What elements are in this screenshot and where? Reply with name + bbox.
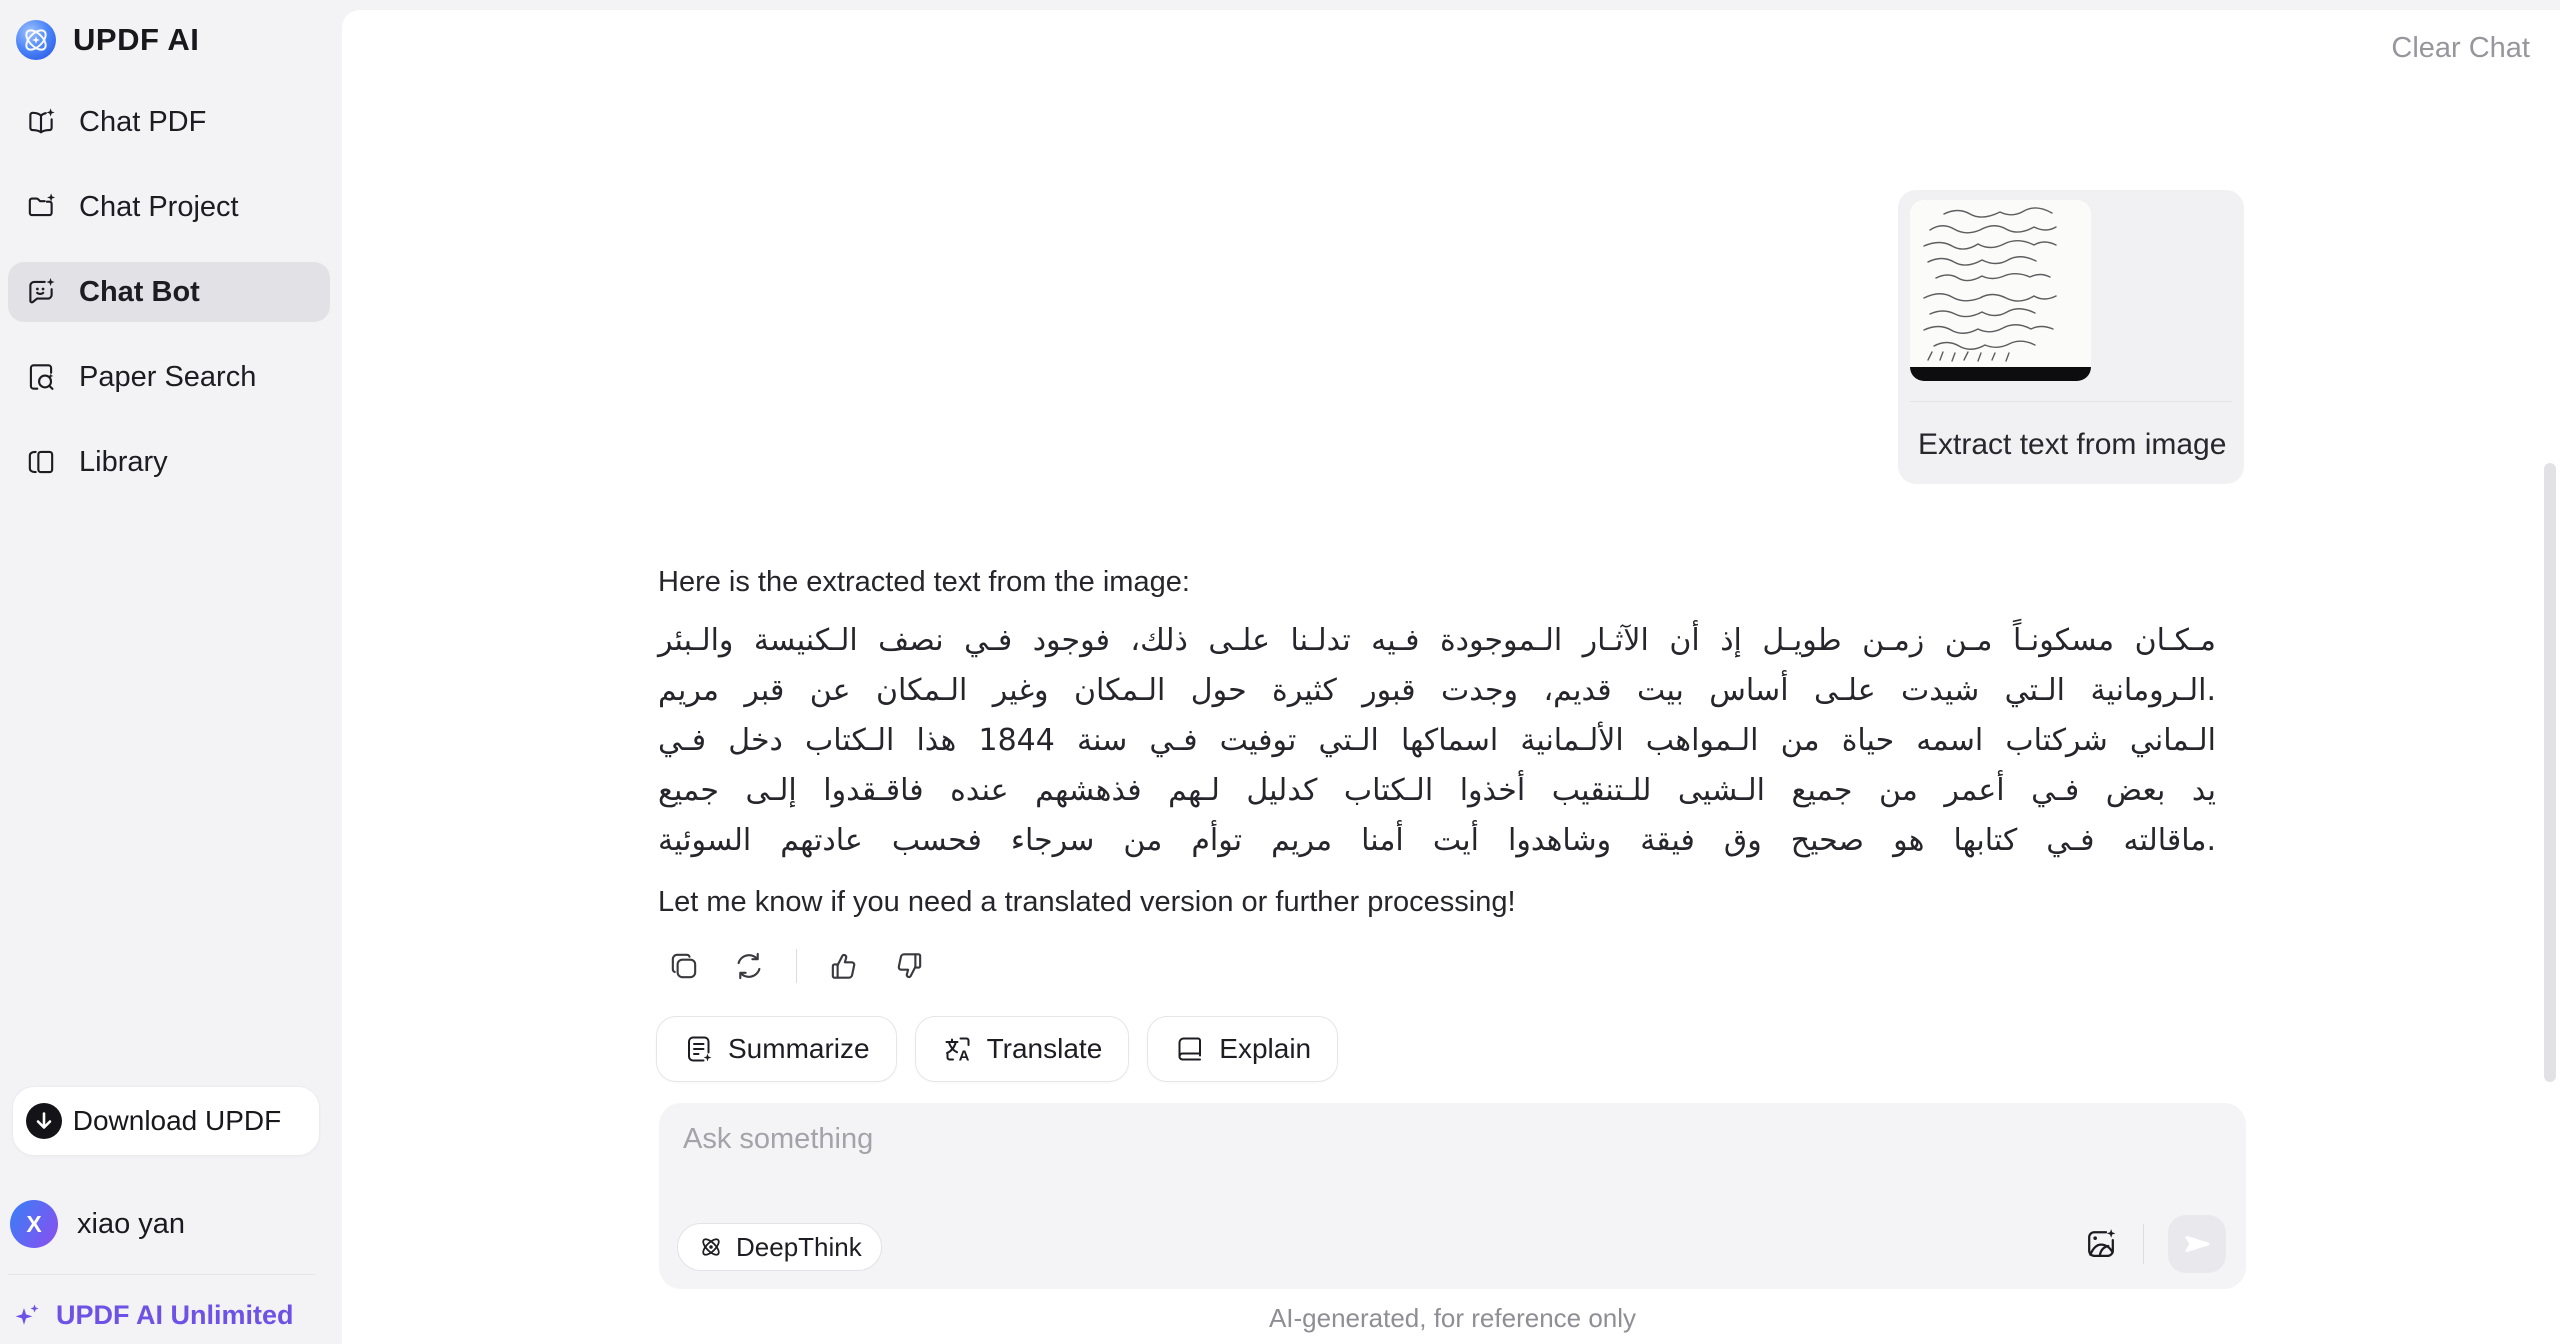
svg-text:A: A [958,1047,970,1065]
thumbs-down-icon [892,949,926,983]
translate-button[interactable] [915,1016,1130,1082]
user-account[interactable] [10,1200,185,1248]
avatar: X [10,1200,58,1248]
sidebar-item-chat-project[interactable] [8,177,330,237]
translate-label: Translate [986,1033,1103,1064]
explain-label: Explain [1219,1033,1312,1064]
library-icon [24,445,58,479]
copy-icon [667,949,701,983]
deepthink-label: DeepThink [736,1231,862,1262]
answer-intro-text: Here is the extracted text from the image: [658,566,1190,598]
sidebar-divider [8,1274,316,1275]
image-with-sparkle-icon [2083,1226,2119,1262]
composer [659,1103,2246,1289]
summarize-icon [683,1033,715,1065]
extracted-arabic-text [658,616,2216,866]
plan-link[interactable] [13,1300,294,1331]
composer-divider [2143,1224,2144,1264]
arabic-line: الـماني شركتاب اسمه حياة من الـمواهب الألـمانية اسماكها الـتي توفيت فـي سنة 1844 هذا الـكتاب دخل فـي [658,723,2216,758]
send-button[interactable] [2168,1215,2226,1273]
regenerate-button[interactable] [731,948,767,984]
image-upload-button[interactable] [2083,1226,2119,1262]
message-card-divider [1910,401,2232,402]
chat-pdf-icon [24,105,58,139]
arabic-line: يد بعض فـي أعمر من جميع الـشيى للـتنقيب أخذوا الـكتاب كدليل لـهم فذهشهم عنده فاقـقدوا إلـى جميع [658,773,2216,808]
sidebar-item-label: Chat PDF [79,105,207,138]
thumbs-up-icon [827,949,861,983]
composer-actions [2083,1215,2226,1273]
download-circle-icon [25,1102,63,1140]
tools-divider [796,949,797,983]
sidebar-item-library[interactable] [8,432,330,492]
scrollbar-thumb[interactable] [2544,463,2556,1082]
app-logo [16,20,199,60]
sidebar-item-label: Chat Bot [79,275,200,308]
thumbs-up-button[interactable] [826,948,862,984]
chat-bot-icon [24,275,58,309]
sidebar-item-label: Paper Search [79,360,257,393]
regenerate-icon [732,949,766,983]
sidebar [0,0,342,1344]
sidebar-item-chat-pdf[interactable] [8,92,330,152]
attached-image-thumbnail[interactable] [1910,200,2091,381]
sparkles-icon [13,1301,43,1331]
book-icon [1174,1033,1206,1065]
atom-icon [697,1233,725,1261]
message-tools [666,948,927,984]
arabic-line: ماقالته فـي كتابها هو صحيح وق فيقة وشاهدوا أيت أمنا مريم توأم من سرجاء فحسب عادتهم السوئية. [658,823,2216,858]
translate-icon [942,1033,974,1065]
quick-actions [656,1016,1338,1082]
download-updf-button[interactable] [12,1086,320,1156]
copy-button[interactable] [666,948,702,984]
user-message-text: Extract text from image [1918,428,2227,461]
paper-search-icon [24,360,58,394]
thumbs-down-button[interactable] [891,948,927,984]
sidebar-item-label: Chat Project [79,190,239,223]
answer-outro-text: Let me know if you need a translated version or further processing! [658,886,1516,918]
arabic-line: الـرومانية الـتي شيدت علـى أساس بيت قديم، وجدت قبور كثيرة حول الـمكان وغير الـمكان عن قبر مريم. [658,673,2216,708]
clear-chat-button[interactable]: Clear Chat [2391,32,2530,64]
download-updf-label: Download UPDF [72,1105,282,1136]
summarize-label: Summarize [728,1033,870,1064]
deepthink-toggle[interactable] [677,1223,882,1271]
summarize-button[interactable] [656,1016,897,1082]
user-message-card [1898,190,2244,484]
ai-disclaimer: AI-generated, for reference only [1268,1303,1637,1333]
plan-label: UPDF AI Unlimited [56,1300,294,1330]
chat-project-icon [24,190,58,224]
sidebar-item-paper-search[interactable] [8,347,330,407]
explain-button[interactable] [1147,1016,1338,1082]
chat-input[interactable] [683,1123,1883,1156]
paper-plane-icon [2180,1227,2214,1261]
sidebar-item-chat-bot[interactable] [8,262,330,322]
updf-ai-logo-icon [16,20,56,60]
arabic-line: مـكـان مسكونـاً مـن زمـن طويـل إذ أن الآثـار الـموجودة فـيه تدلـنا علـى ذلك، فوجود فـي نصف الـكنيسة والـبئر [658,623,2216,658]
thumbnail-bottom-bar [1910,367,2091,381]
sidebar-item-label: Library [79,445,168,478]
chat-panel [342,10,2560,1344]
user-name: xiao yan [77,1207,186,1240]
brand-title: UPDF AI [73,22,200,57]
